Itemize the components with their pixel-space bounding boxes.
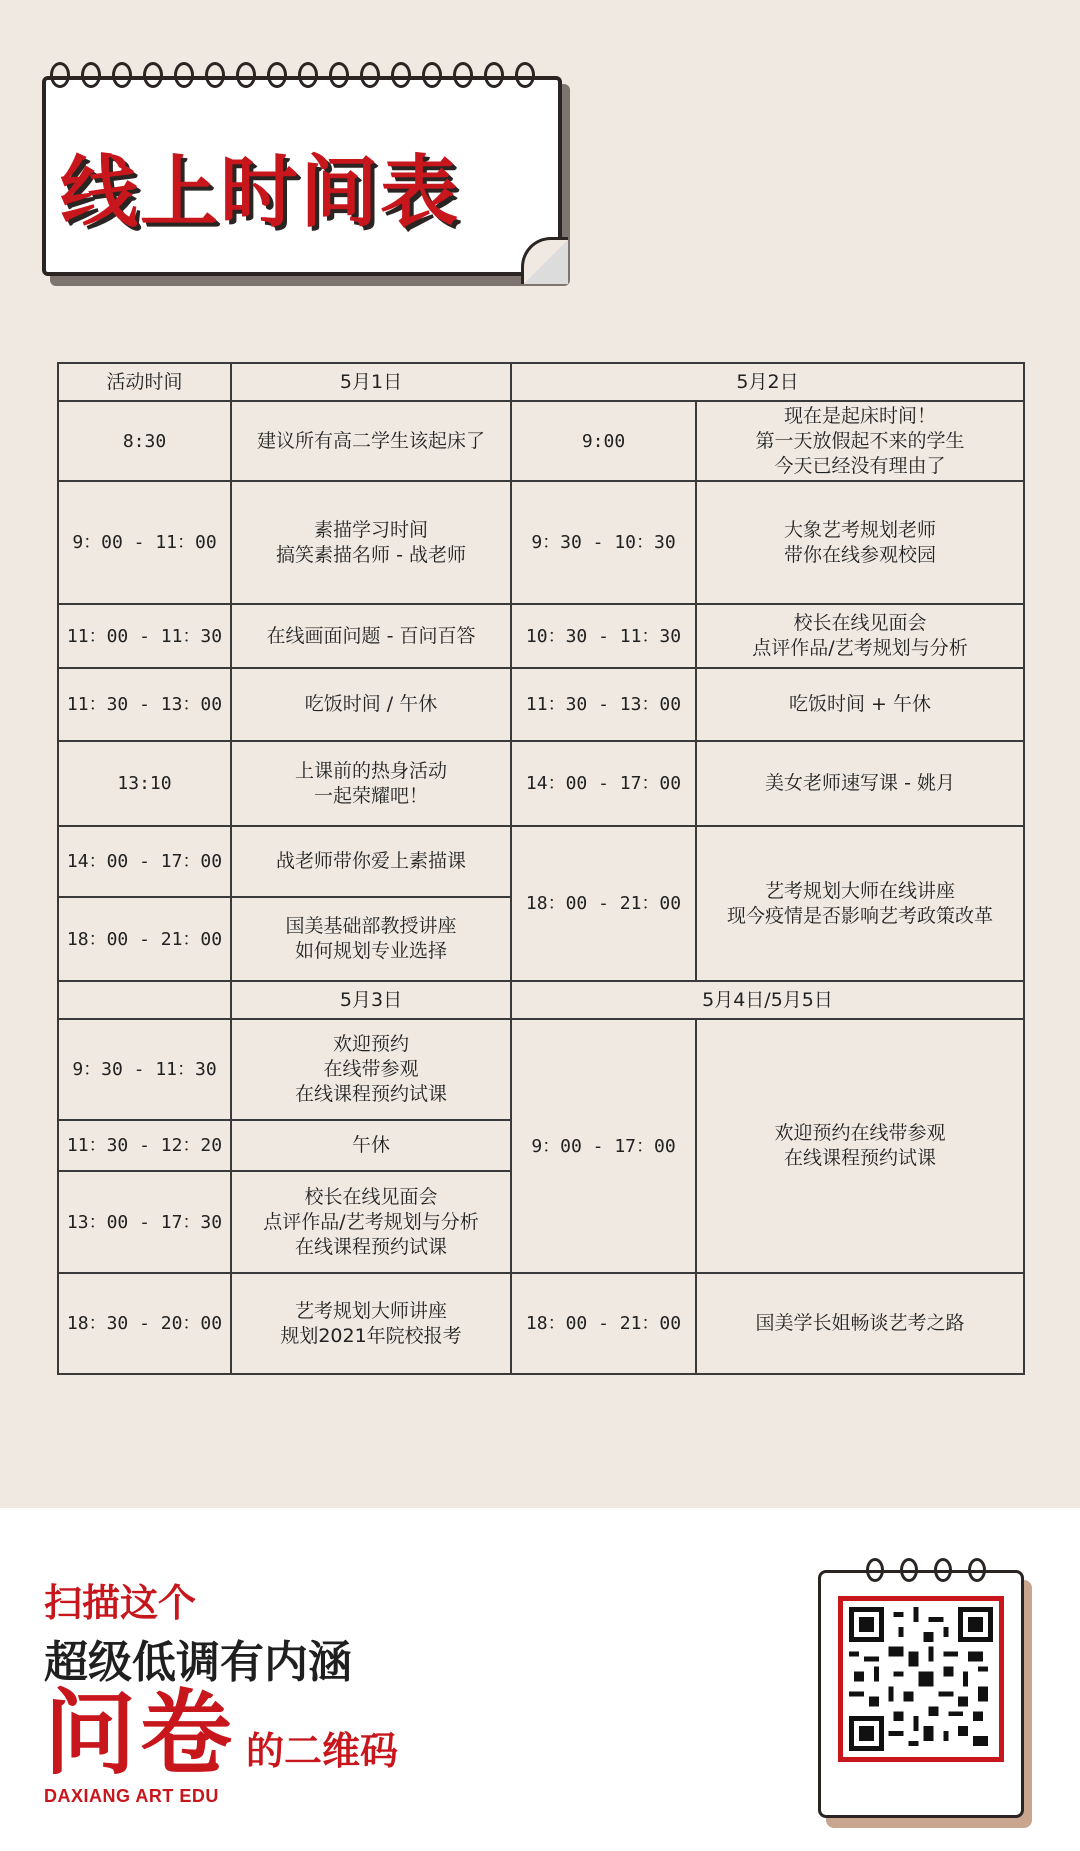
time-cell: 14：00 - 17：00 — [58, 826, 231, 897]
cta-line-2: 超级低调有内涵 — [44, 1637, 352, 1688]
spiral-ring-icon — [968, 1558, 986, 1582]
page-title: 线上时间表 — [60, 148, 461, 238]
activity-cell: 欢迎预约在线带参观 在线课程预约试课 — [696, 1019, 1024, 1273]
activity-cell: 校长在线见面会 点评作品/艺考规划与分析 — [696, 604, 1024, 668]
time-cell: 14：00 - 17：00 — [511, 741, 696, 826]
table-row — [58, 826, 1024, 897]
time-cell: 13:10 — [58, 741, 231, 826]
time-cell: 9：00 - 11：00 — [58, 481, 231, 604]
qr-code-icon[interactable] — [838, 1596, 1004, 1762]
activity-cell: 艺考规划大师讲座 规划2021年院校报考 — [231, 1273, 511, 1374]
time-cell: 9:00 — [511, 401, 696, 481]
table-row — [58, 401, 1024, 481]
time-cell: 18：00 - 21：00 — [58, 897, 231, 981]
brand-name: DAXIANG ART EDU — [44, 1786, 219, 1806]
time-cell: 11：30 - 12：20 — [58, 1120, 231, 1171]
header-day-1: 5月1日 — [231, 363, 511, 401]
time-cell: 8:30 — [58, 401, 231, 481]
table-row — [58, 1273, 1024, 1374]
cta-suffix: 的二维码 — [246, 1729, 399, 1773]
time-cell: 10：30 - 11：30 — [511, 604, 696, 668]
time-cell: 9：30 - 10：30 — [511, 481, 696, 604]
time-cell: 18：30 - 20：00 — [58, 1273, 231, 1374]
spiral-ring-icon — [50, 62, 560, 92]
activity-cell: 建议所有高二学生该起床了 — [231, 401, 511, 481]
table-row — [58, 604, 1024, 668]
header-day-4-5: 5月4日/5月5日 — [511, 981, 1024, 1019]
activity-cell: 午休 — [231, 1120, 511, 1171]
spiral-ring-icon — [900, 1558, 918, 1582]
spiral-ring-icon — [866, 1558, 884, 1582]
table-row — [58, 481, 1024, 604]
cta-line-1: 扫描这个 — [44, 1581, 197, 1625]
title-notepad — [42, 76, 562, 278]
time-cell: 11：30 - 13：00 — [511, 668, 696, 741]
activity-cell: 艺考规划大师在线讲座 现今疫情是否影响艺考政策改革 — [696, 826, 1024, 981]
header-day-3: 5月3日 — [231, 981, 511, 1019]
cta-big-word: 问卷 — [44, 1680, 237, 1787]
time-cell: 9：00 - 17：00 — [511, 1019, 696, 1273]
table-header-row — [58, 363, 1024, 401]
table-row — [58, 668, 1024, 741]
time-cell: 13：00 - 17：30 — [58, 1171, 231, 1273]
activity-cell: 美女老师速写课 - 姚月 — [696, 741, 1024, 826]
time-cell: 11：30 - 13：00 — [58, 668, 231, 741]
activity-cell: 国美学长姐畅谈艺考之路 — [696, 1273, 1024, 1374]
activity-cell: 现在是起床时间！ 第一天放假起不来的学生 今天已经没有理由了 — [696, 401, 1024, 481]
activity-cell: 国美基础部教授讲座 如何规划专业选择 — [231, 897, 511, 981]
table-row — [58, 1019, 1024, 1120]
activity-cell: 大象艺考规划老师 带你在线参观校园 — [696, 481, 1024, 604]
header-day-2: 5月2日 — [511, 363, 1024, 401]
time-cell: 11：00 - 11：30 — [58, 604, 231, 668]
activity-cell: 吃饭时间 / 午休 — [231, 668, 511, 741]
header-activity-time: 活动时间 — [58, 363, 231, 401]
qr-notepad — [818, 1570, 1030, 1820]
table-row — [58, 741, 1024, 826]
activity-cell: 战老师带你爱上素描课 — [231, 826, 511, 897]
schedule-table — [57, 362, 1025, 1375]
table-header-row — [58, 981, 1024, 1019]
time-cell: 18：00 - 21：00 — [511, 826, 696, 981]
header-empty — [58, 981, 231, 1019]
activity-cell: 素描学习时间 搞笑素描名师 - 战老师 — [231, 481, 511, 604]
activity-cell: 吃饭时间 + 午休 — [696, 668, 1024, 741]
time-cell: 18：00 - 21：00 — [511, 1273, 696, 1374]
time-cell: 9：30 - 11：30 — [58, 1019, 231, 1120]
activity-cell: 在线画面问题 - 百问百答 — [231, 604, 511, 668]
spiral-ring-icon — [934, 1558, 952, 1582]
activity-cell: 校长在线见面会 点评作品/艺考规划与分析 在线课程预约试课 — [231, 1171, 511, 1273]
activity-cell: 上课前的热身活动 一起荣耀吧！ — [231, 741, 511, 826]
activity-cell: 欢迎预约 在线带参观 在线课程预约试课 — [231, 1019, 511, 1120]
